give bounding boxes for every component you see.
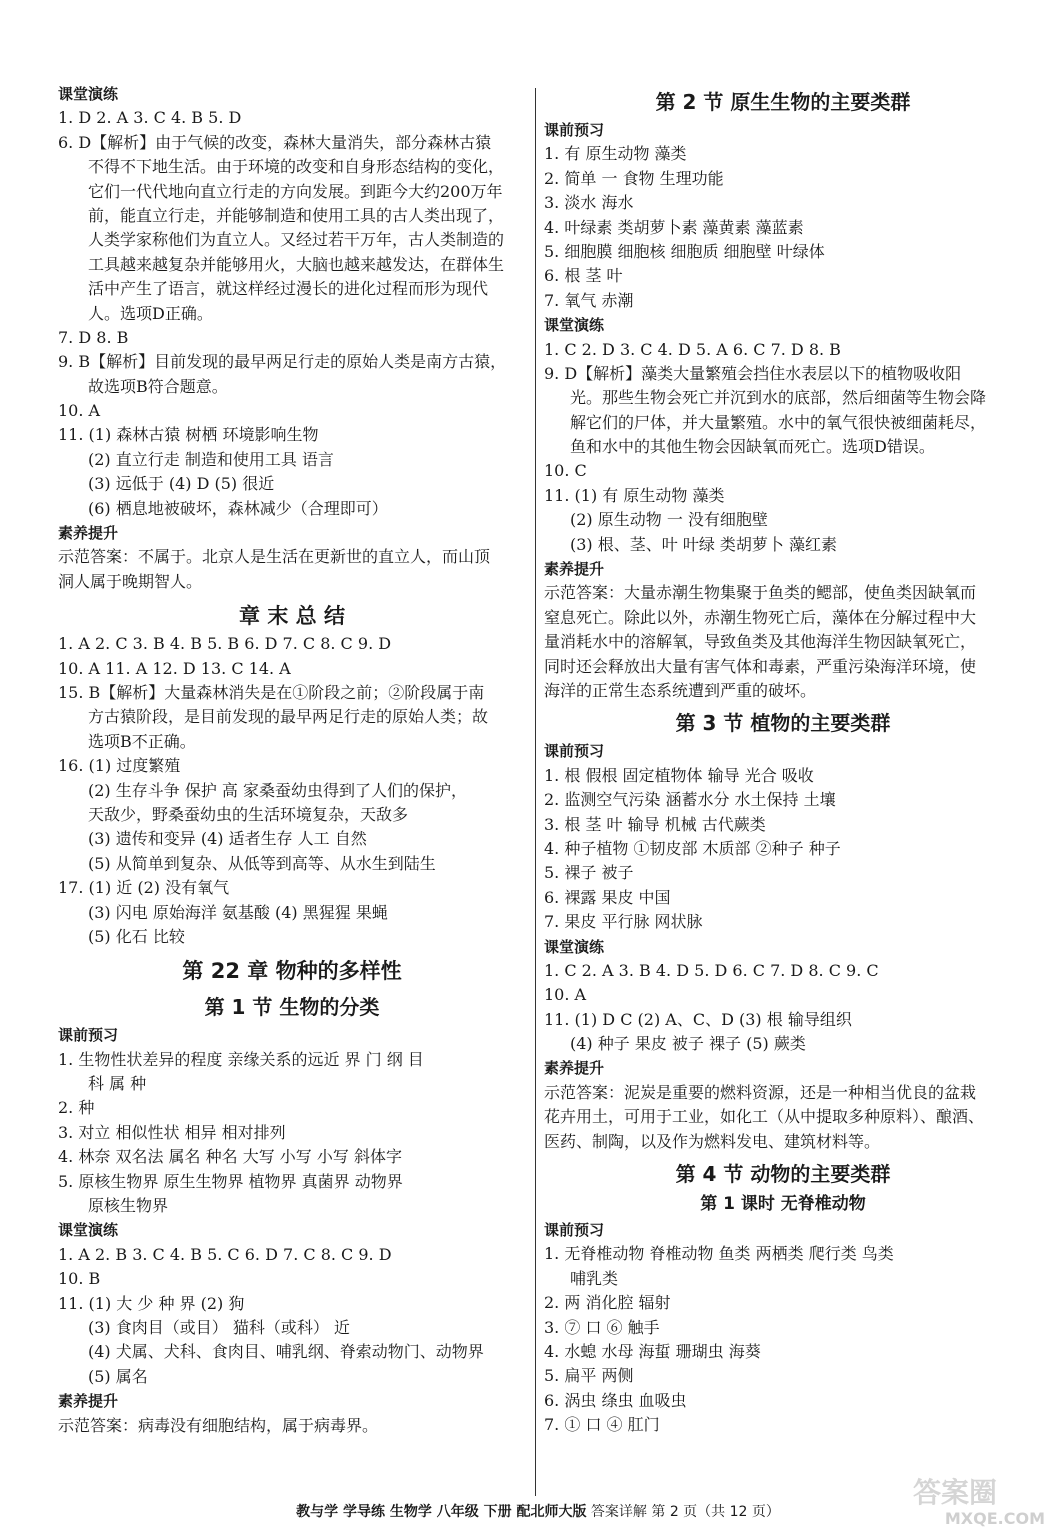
left-subsection-heading: 素养提升 (58, 524, 119, 543)
left-answer-line: 科 属 种 (88, 1074, 147, 1094)
left-answer-line: 人类学家称他们为直立人。又经过若干万年，古人类制造的 (88, 230, 505, 250)
left-chapter-title: 第 22 章 物种的多样性 (182, 959, 402, 984)
left-answer-line: 4. 林奈 双名法 属名 种名 大写 小写 小写 斜体字 (58, 1147, 402, 1167)
right-subsection-heading: 素养提升 (544, 1059, 605, 1078)
right-answer-line: 7. 果皮 平行脉 网状脉 (544, 912, 703, 932)
left-answer-line: (3) 食肉目（或目） 猫科（或科） 近 (88, 1317, 350, 1337)
right-answer-line: 1. 根 假根 固定植物体 输导 光合 吸收 (544, 765, 814, 785)
footer-page-info: 答案详解 第 2 页（共 12 页） (590, 1504, 780, 1520)
right-answer-line: 解它们的尸体，并大量繁殖。水中的氧气很快被细菌耗尽， (570, 412, 987, 432)
right-answer-line: 4. 叶绿素 类胡萝卜素 藻黄素 藻蓝素 (544, 217, 804, 237)
left-section-title: 第 1 节 生物的分类 (204, 995, 380, 1020)
watermark-logo-text: 答案圈 (913, 1476, 998, 1509)
right-answer-line: 1. C 2. D 3. C 4. D 5. A 6. C 7. D 8. B (544, 339, 841, 359)
right-answer-line: 5. 裸子 被子 (544, 863, 634, 883)
right-answer-line: 7. ① 口 ④ 肛门 (544, 1415, 660, 1435)
left-answer-line: 3. 对立 相似性状 相异 相对排列 (58, 1122, 286, 1142)
left-answer-line: 6. D【解析】由于气候的改变，森林大量消失，部分森林古猿 (58, 132, 492, 152)
right-answer-line: 2. 两 消化腔 辐射 (544, 1293, 671, 1313)
left-answer-line: 示范答案：病毒没有细胞结构，属于病毒界。 (58, 1415, 379, 1435)
right-subsection-heading: 课堂演练 (544, 937, 605, 956)
left-answer-line: 方古猿阶段，是目前发现的最早两足行走的原始人类；故 (88, 707, 489, 727)
page-footer (58, 1500, 1018, 1524)
right-answer-line: 6. 根 茎 叶 (544, 266, 623, 286)
right-answer-line: 4. 水螅 水母 海蜇 珊瑚虫 海葵 (544, 1341, 761, 1361)
right-answer-line: 3. ⑦ 口 ⑥ 触手 (544, 1317, 660, 1337)
right-answer-line: 1. C 2. A 3. B 4. D 5. D 6. C 7. D 8. C 9. C (544, 960, 879, 980)
right-answer-line: 示范答案：大量赤潮生物集聚于鱼类的鳃部，使鱼类因缺氧而 (544, 583, 977, 603)
right-column (544, 82, 1022, 1438)
left-answer-line: (6) 栖息地被破坏，森林减少（合理即可） (88, 498, 388, 518)
right-answer-line: 2. 简单 一 食物 生理功能 (544, 168, 724, 188)
left-answer-line: 1. 生物性状差异的程度 亲缘关系的远近 界 门 纲 目 (58, 1049, 424, 1069)
left-answer-line: (2) 生存斗争 保护 高 家桑蚕幼虫得到了人们的保护， (88, 780, 468, 800)
right-answer-line: 5. 扁平 两侧 (544, 1366, 634, 1386)
left-answer-line: 1. D 2. A 3. C 4. B 5. D (58, 108, 242, 128)
left-answer-line: 16. (1) 过度繁殖 (58, 756, 181, 776)
right-subsection-heading: 素养提升 (544, 560, 605, 579)
left-answer-line: 9. B【解析】目前发现的最早两足行走的原始人类是南方古猿， (58, 352, 507, 372)
left-answer-line: 天敌少，野桑蚕幼虫的生活环境复杂，天敌多 (88, 804, 409, 824)
left-answer-line: (3) 远低于 (4) D (5) 很近 (88, 474, 275, 494)
right-lesson-title: 第 1 课时 无脊椎动物 (700, 1194, 866, 1215)
right-answer-line: 光。那些生物会死亡并沉到水的底部，然后细菌等生物会降 (570, 388, 987, 408)
right-answer-line: 哺乳类 (570, 1268, 619, 1288)
right-subsection-heading: 课前预习 (544, 742, 605, 761)
right-section-title: 第 3 节 植物的主要类群 (675, 711, 891, 736)
right-answer-line: 1. 无脊椎动物 脊椎动物 鱼类 两栖类 爬行类 鸟类 (544, 1244, 894, 1264)
right-answer-line: 鱼和水中的其他生物会因缺氧而死亡。选项D错误。 (570, 437, 935, 457)
right-answer-line: 10. A (544, 985, 587, 1005)
left-answer-line: 它们一代代地向直立行走的方向发展。到距今大约200万年 (88, 181, 503, 201)
left-subsection-heading: 课堂演练 (58, 85, 119, 103)
left-answer-line: 15. B【解析】大量森林消失是在①阶段之前；②阶段属于南 (58, 682, 485, 702)
right-section-title: 第 4 节 动物的主要类群 (675, 1162, 891, 1187)
right-answer-line: 5. 细胞膜 细胞核 细胞质 细胞壁 叶绿体 (544, 241, 825, 261)
right-answer-line: 9. D【解析】藻类大量繁殖会挡住水表层以下的植物吸收阳 (544, 363, 962, 383)
left-answer-line: 17. (1) 近 (2) 没有氧气 (58, 878, 230, 898)
right-answer-line: 1. 有 原生动物 藻类 (544, 144, 687, 164)
right-answer-line: 10. C (544, 461, 587, 481)
left-answer-line: 10. A 11. A 12. D 13. C 14. A (58, 658, 291, 678)
right-answer-line: 海洋的正常生态系统遭到严重的破坏。 (544, 680, 817, 700)
watermark-site-text: MXQE.COM (944, 1509, 1045, 1528)
right-answer-line: 4. 种子植物 ①韧皮部 木质部 ②种子 种子 (544, 838, 841, 858)
left-answer-line: (4) 犬属、犬科、食肉目、哺乳纲、脊索动物门、动物界 (88, 1342, 484, 1362)
right-subsection-heading: 课前预习 (544, 121, 605, 139)
left-answer-line: 活中产生了语言，就这样经过漫长的进化过程而形为现代 (88, 279, 489, 299)
left-answer-line: 人。选项D正确。 (88, 303, 213, 323)
left-answer-line: 10. A (58, 401, 101, 421)
left-answer-line: 2. 种 (58, 1098, 95, 1118)
right-answer-line: 6. 裸露 果皮 中国 (544, 887, 671, 907)
right-answer-line: 同时还会释放出大量有害气体和毒素，严重污染海洋环境，使 (544, 656, 977, 676)
left-answer-line: 1. A 2. B 3. C 4. B 5. C 6. D 7. C 8. C 9. D (58, 1244, 392, 1264)
watermark-logo (903, 1470, 1053, 1530)
left-answer-line: 工具越来越复杂并能够用火，大脑也越来越发达，在群体生 (88, 254, 505, 274)
right-answer-line: (3) 根、茎、叶 叶绿 类胡萝卜 藻红素 (570, 534, 838, 554)
left-answer-line: 10. B (58, 1269, 101, 1289)
left-chapter-title: 章 末 总 结 (239, 604, 345, 629)
left-answer-line: 11. (1) 大 少 种 界 (2) 狗 (58, 1293, 245, 1313)
right-answer-line: 7. 氧气 赤潮 (544, 290, 634, 310)
left-answer-line: 不得不下地生活。由于环境的改变和自身形态结构的变化， (88, 157, 505, 177)
right-answer-line: 示范答案：泥炭是重要的燃料资源，还是一种相当优良的盆栽 (544, 1082, 977, 1102)
left-answer-line: (5) 化石 比较 (88, 926, 185, 946)
right-answer-line: 11. (1) 有 原生动物 藻类 (544, 485, 725, 505)
left-subsection-heading: 课堂演练 (58, 1221, 119, 1240)
left-answer-line: 示范答案：不属于。北京人是生活在更新世的直立人，而山顶 (58, 547, 491, 567)
left-answer-line: 5. 原核生物界 原生生物界 植物界 真菌界 动物界 (58, 1171, 403, 1191)
left-answer-line: (3) 遗传和变异 (4) 适者生存 人工 自然 (88, 829, 367, 849)
left-answer-line: 7. D 8. B (58, 327, 129, 347)
right-answer-line: 医药、制陶，以及作为燃料发电、建筑材料等。 (544, 1131, 881, 1151)
left-answer-line: 故选项B符合题意。 (88, 376, 228, 396)
right-section-title: 第 2 节 原生生物的主要类群 (655, 90, 911, 114)
left-answer-line: 原核生物界 (88, 1196, 169, 1216)
right-answer-line: 6. 涡虫 绦虫 血吸虫 (544, 1390, 687, 1410)
right-answer-line: 量消耗水中的溶解氧，导致鱼类及其他海洋生物因缺氧死亡， (544, 632, 977, 652)
right-subsection-heading: 课前预习 (544, 1221, 605, 1240)
right-answer-line: 11. (1) D C (2) A、C、D (3) 根 输导组织 (544, 1009, 852, 1029)
column-divider (535, 88, 536, 1496)
left-answer-line: 前，能直立行走，并能够制造和使用工具的古人类出现了， (88, 205, 505, 225)
left-column (58, 82, 526, 1438)
right-answer-line: 2. 监测空气污染 涵蓄水分 水土保持 土壤 (544, 790, 836, 810)
right-answer-line: 窒息死亡。除此以外，赤潮生物死亡后，藻体在分解过程中大 (544, 607, 977, 627)
left-answer-line: 洞人属于晚期智人。 (58, 571, 203, 591)
left-answer-line: (2) 直立行走 制造和使用工具 语言 (88, 449, 334, 469)
left-answer-line: (5) 属名 (88, 1366, 148, 1386)
left-subsection-heading: 素养提升 (58, 1392, 119, 1411)
left-subsection-heading: 课前预习 (58, 1026, 119, 1045)
right-answer-line: 3. 淡水 海水 (544, 193, 634, 213)
left-answer-line: 11. (1) 森林古猿 树栖 环境影响生物 (58, 425, 319, 445)
right-answer-line: (4) 种子 果皮 被子 裸子 (5) 蕨类 (570, 1034, 806, 1054)
right-answer-line: (2) 原生动物 一 没有细胞壁 (570, 510, 768, 530)
right-answer-line: 3. 根 茎 叶 输导 机械 古代蕨类 (544, 814, 766, 834)
right-answer-line: 花卉用土，可用于工业，如化工（从中提取多种原料）、酿酒、 (544, 1107, 985, 1127)
left-answer-line: (5) 从简单到复杂、从低等到高等、从水生到陆生 (88, 853, 436, 873)
right-subsection-heading: 课堂演练 (544, 316, 605, 335)
left-answer-line: 1. A 2. C 3. B 4. B 5. B 6. D 7. C 8. C 9. D (58, 634, 392, 654)
left-answer-line: 选项B不正确。 (88, 731, 196, 751)
left-answer-line: (3) 闪电 原始海洋 氨基酸 (4) 黑猩猩 果蝇 (88, 902, 388, 922)
footer-brand: 教与学 学导练 生物学 八年级 下册 配北师大版 (296, 1504, 587, 1520)
